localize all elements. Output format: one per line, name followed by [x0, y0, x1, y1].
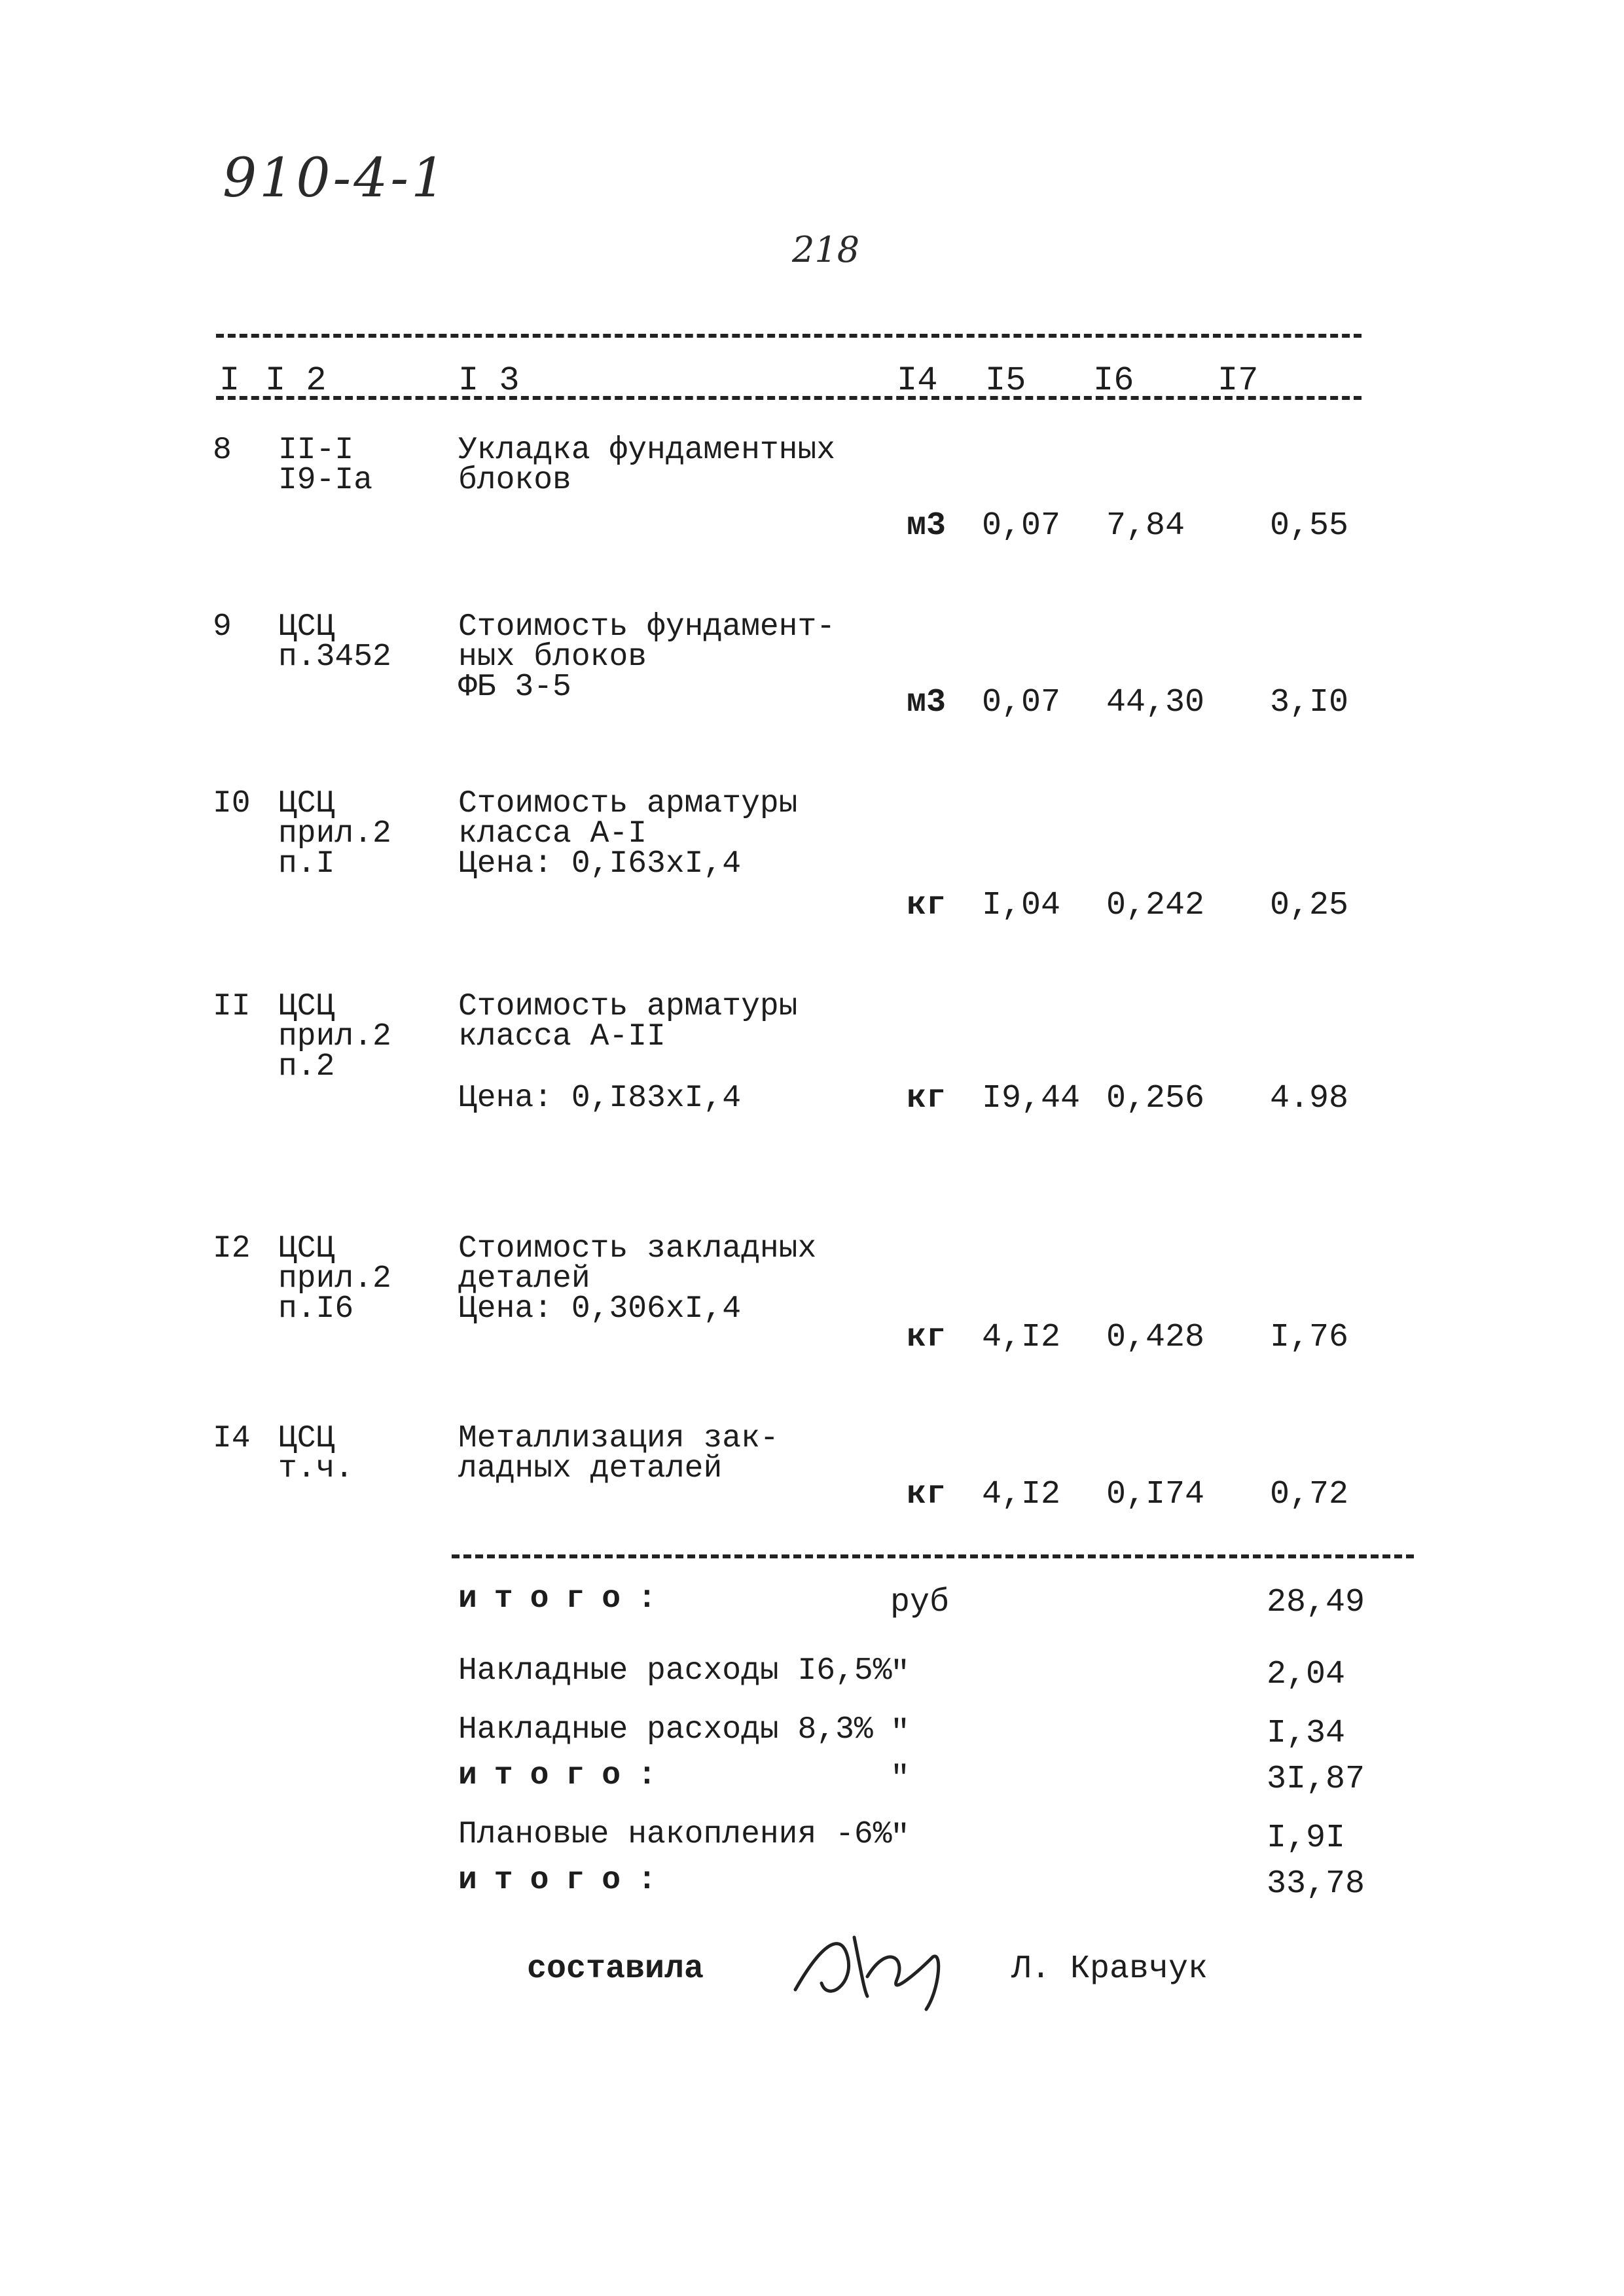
- summary-total: 33,78: [1267, 1865, 1365, 1903]
- summary-label: итого:: [458, 1758, 674, 1793]
- row-reference: т.ч.: [278, 1451, 354, 1486]
- summary-total: I,9I: [1267, 1820, 1346, 1857]
- signer-name: Л. Кравчук: [1011, 1950, 1208, 1988]
- row-description: Цена: 0,I63xI,4: [458, 846, 742, 882]
- row-number: 9: [213, 609, 232, 645]
- row-reference: I9-Iа: [278, 463, 373, 498]
- row-number: 8: [213, 433, 232, 468]
- summary-unit: ": [890, 1761, 911, 1798]
- row-number: I0: [213, 786, 251, 821]
- row-unit: м3: [907, 684, 947, 721]
- row-quantity: I9,44: [982, 1080, 1081, 1117]
- row-quantity: 0,07: [982, 684, 1061, 721]
- summary-unit: ": [890, 1656, 911, 1693]
- row-reference: прил.2: [278, 1019, 391, 1054]
- summary-total: 2,04: [1267, 1656, 1346, 1693]
- row-unit: кг: [907, 1319, 947, 1356]
- row-quantity: 4,I2: [982, 1319, 1061, 1356]
- row-reference: II-I: [278, 433, 354, 468]
- col-5: I5: [985, 361, 1026, 400]
- row-reference: п.3452: [278, 639, 391, 675]
- row-description: ФБ 3-5: [458, 670, 571, 705]
- compiled-by-label: составила: [527, 1950, 704, 1988]
- summary-unit: ": [890, 1715, 911, 1752]
- row-description: ных блоков: [458, 639, 647, 675]
- col-3: I 3: [458, 361, 520, 400]
- row-description: деталей: [458, 1261, 590, 1297]
- summary-total: I,34: [1267, 1715, 1346, 1752]
- row-description: класса А-I: [458, 816, 647, 852]
- row-description: блоков: [458, 463, 571, 498]
- row-description: Цена: 0,306xI,4: [458, 1291, 742, 1327]
- row-total: 0,55: [1270, 507, 1349, 545]
- row-reference: ЦСЦ: [278, 786, 335, 821]
- row-description: ладных деталей: [458, 1451, 723, 1486]
- row-unit: кг: [907, 1080, 947, 1117]
- col-1: I: [219, 361, 240, 400]
- summary-label: итого:: [458, 1581, 674, 1617]
- row-total: 4.98: [1270, 1080, 1349, 1117]
- row-unit: кг: [907, 1476, 947, 1513]
- row-number: II: [213, 989, 251, 1024]
- row-quantity: I,04: [982, 887, 1061, 924]
- row-total: I,76: [1270, 1319, 1349, 1356]
- row-reference: ЦСЦ: [278, 1231, 335, 1266]
- summary-unit: руб: [890, 1584, 950, 1621]
- col-4: I4: [897, 361, 938, 400]
- row-number: I2: [213, 1231, 251, 1266]
- summary-rule: [452, 1554, 1414, 1558]
- row-description: Цена: 0,I83xI,4: [458, 1081, 742, 1116]
- summary-label: итого:: [458, 1863, 674, 1898]
- row-reference: прил.2: [278, 1261, 391, 1297]
- summary-label: Накладные расходы I6,5%: [458, 1653, 892, 1689]
- summary-total: 28,49: [1267, 1584, 1365, 1621]
- row-price: 0,242: [1106, 887, 1205, 924]
- col-7: I7: [1218, 361, 1259, 400]
- header-rule: [216, 396, 1362, 400]
- row-quantity: 0,07: [982, 507, 1061, 545]
- row-price: 7,84: [1106, 507, 1185, 545]
- row-reference: ЦСЦ: [278, 1421, 335, 1456]
- row-reference: п.2: [278, 1049, 335, 1085]
- row-reference: прил.2: [278, 816, 391, 852]
- summary-unit: ": [890, 1820, 911, 1857]
- row-description: Металлизация зак-: [458, 1421, 779, 1456]
- row-price: 0,I74: [1106, 1476, 1205, 1513]
- document-code: 910-4-1: [223, 147, 448, 209]
- row-total: 0,72: [1270, 1476, 1349, 1513]
- row-total: 3,I0: [1270, 684, 1349, 721]
- summary-label: Накладные расходы 8,3%: [458, 1712, 873, 1748]
- summary-label: Плановые накопления -6%: [458, 1817, 892, 1852]
- row-quantity: 4,I2: [982, 1476, 1061, 1513]
- row-description: Стоимость закладных: [458, 1231, 817, 1266]
- row-description: класса А-II: [458, 1019, 666, 1054]
- row-number: I4: [213, 1421, 251, 1456]
- signature: [782, 1918, 952, 2016]
- row-reference: ЦСЦ: [278, 609, 335, 645]
- row-price: 0,428: [1106, 1319, 1205, 1356]
- row-unit: м3: [907, 507, 947, 545]
- row-description: Стоимость арматуры: [458, 989, 798, 1024]
- row-description: Стоимость арматуры: [458, 786, 798, 821]
- col-6: I6: [1093, 361, 1134, 400]
- row-reference: п.I: [278, 846, 335, 882]
- row-reference: ЦСЦ: [278, 989, 335, 1024]
- col-2: I 2: [265, 361, 327, 400]
- row-description: Укладка фундаментных: [458, 433, 836, 468]
- page-number: 218: [792, 229, 860, 270]
- top-rule: [216, 334, 1362, 338]
- row-total: 0,25: [1270, 887, 1349, 924]
- row-description: Стоимость фундамент-: [458, 609, 836, 645]
- row-unit: кг: [907, 887, 947, 924]
- summary-total: 3I,87: [1267, 1761, 1365, 1798]
- row-reference: п.I6: [278, 1291, 354, 1327]
- row-price: 0,256: [1106, 1080, 1205, 1117]
- row-price: 44,30: [1106, 684, 1205, 721]
